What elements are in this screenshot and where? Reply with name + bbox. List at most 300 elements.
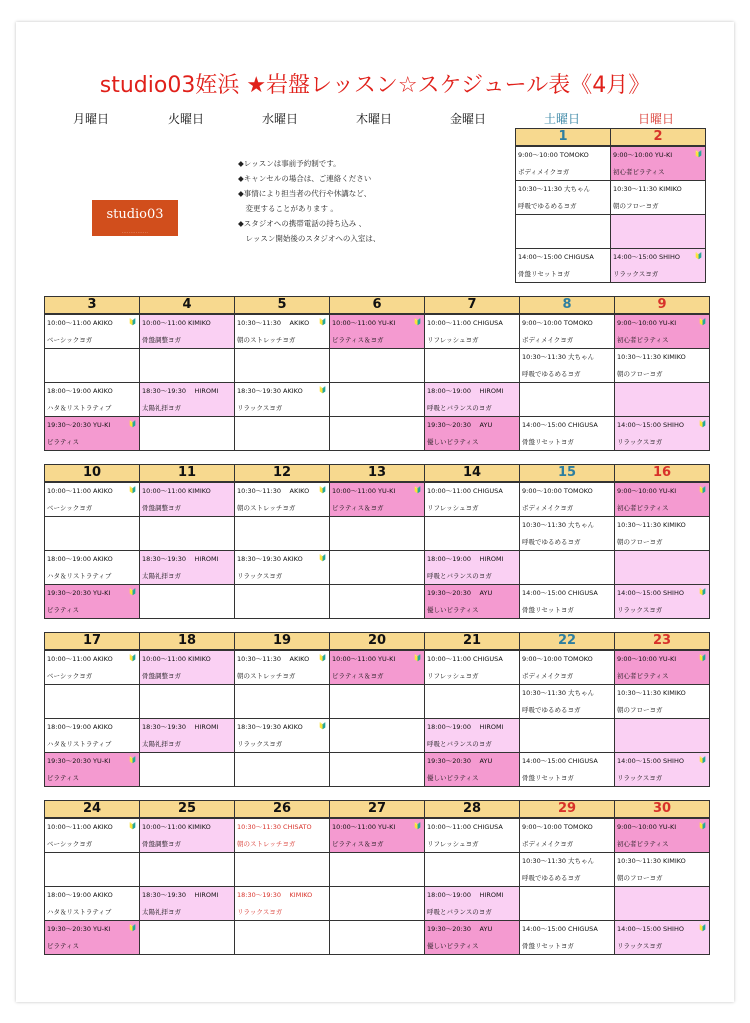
lesson-name: 優しいピラティス	[427, 774, 479, 782]
lesson-slot	[615, 818, 710, 853]
date-header: 6	[330, 297, 425, 315]
lesson-name: ボディメイクヨガ	[522, 672, 574, 680]
lesson-slot	[235, 314, 330, 349]
lesson-slot	[520, 853, 615, 887]
lesson-time-instructor: 10:00〜11:00 KIMIKO	[142, 823, 211, 831]
lesson-name: 太陽礼拝ヨガ	[142, 404, 181, 412]
lesson-name: 初心者ピラティス	[617, 672, 669, 680]
lesson-slot	[520, 314, 615, 349]
date-header: 18	[140, 633, 235, 651]
lesson-name: 優しいピラティス	[427, 606, 479, 614]
lesson-time-instructor: 18:30〜19:30 AKIKO	[237, 555, 303, 563]
lesson-slot	[235, 887, 330, 921]
lesson-name: 骨盤リセットヨガ	[522, 942, 574, 950]
lesson-slot	[45, 585, 140, 619]
lesson-slot	[330, 818, 425, 853]
empty-slot	[235, 585, 330, 619]
lesson-slot	[235, 551, 330, 585]
lesson-slot	[611, 249, 706, 283]
weekday-wed: 水曜日	[261, 112, 298, 126]
lesson-time-instructor: 9:00〜10:00 TOMOKO	[522, 487, 593, 495]
date-header: 15	[520, 465, 615, 483]
beginner-mark-icon: 🔰	[128, 654, 137, 662]
lesson-name: 呼吸とバランスのヨガ	[427, 740, 492, 748]
date-header: 2	[611, 129, 706, 147]
lesson-time-instructor: 19:30〜20:30 YU-KI	[47, 589, 111, 597]
lesson-slot	[520, 482, 615, 517]
date-header: 16	[615, 465, 710, 483]
lesson-time-instructor: 10:00〜11:00 YU-KI	[332, 655, 396, 663]
lesson-name: リラックスヨガ	[617, 774, 663, 782]
empty-slot	[516, 215, 611, 249]
empty-slot	[235, 753, 330, 787]
lesson-slot	[45, 719, 140, 753]
beginner-mark-icon: 🔰	[698, 318, 707, 326]
lesson-name: 骨盤調整ヨガ	[142, 672, 181, 680]
empty-slot	[330, 417, 425, 451]
empty-slot	[615, 551, 710, 585]
empty-slot	[140, 417, 235, 451]
empty-slot	[45, 685, 140, 719]
lesson-slot	[520, 753, 615, 787]
lesson-time-instructor: 14:00〜15:00 SHIHO	[613, 253, 680, 261]
lesson-name: 初心者ピラティス	[613, 168, 665, 176]
lesson-time-instructor: 18:00〜19:00 AKIKO	[47, 723, 113, 731]
lesson-time-instructor: 10:30〜11:30 大ちゃん	[518, 185, 591, 193]
lesson-slot	[45, 650, 140, 685]
lesson-name: ピラティス＆ヨガ	[332, 840, 384, 848]
lesson-slot	[330, 482, 425, 517]
beginner-mark-icon: 🔰	[128, 420, 137, 428]
date-header: 27	[330, 801, 425, 819]
empty-slot	[140, 753, 235, 787]
lesson-slot	[45, 818, 140, 853]
empty-slot	[520, 383, 615, 417]
lesson-slot	[140, 650, 235, 685]
empty-slot	[330, 719, 425, 753]
empty-slot	[330, 887, 425, 921]
lesson-name: 朝のフローヨガ	[617, 874, 663, 882]
weekday-sun: 日曜日	[637, 112, 674, 126]
lesson-slot	[425, 551, 520, 585]
lesson-time-instructor: 10:30〜11:30 大ちゃん	[522, 857, 595, 865]
lesson-slot	[520, 517, 615, 551]
week-3-table	[44, 464, 710, 619]
lesson-slot	[615, 650, 710, 685]
lesson-time-instructor: 18:00〜19:00 AKIKO	[47, 891, 113, 899]
lesson-slot	[45, 417, 140, 451]
studio-logo	[92, 200, 178, 236]
weekday-thu: 木曜日	[355, 112, 392, 126]
lesson-slot	[425, 383, 520, 417]
lesson-name: ベーシックヨガ	[47, 840, 93, 848]
empty-slot	[140, 517, 235, 551]
empty-slot	[140, 685, 235, 719]
lesson-name: 呼吸でゆるめるヨガ	[522, 874, 581, 882]
date-header: 22	[520, 633, 615, 651]
lesson-time-instructor: 9:00〜10:00 YU-KI	[617, 319, 677, 327]
lesson-name: 骨盤調整ヨガ	[142, 504, 181, 512]
lesson-slot	[615, 417, 710, 451]
lesson-slot	[425, 719, 520, 753]
lesson-time-instructor: 10:00〜11:00 CHIGUSA	[427, 655, 503, 663]
lesson-time-instructor: 18:30〜19:30 HIROMI	[142, 387, 219, 395]
lesson-slot	[140, 551, 235, 585]
lesson-time-instructor: 9:00〜10:00 YU-KI	[613, 151, 673, 159]
lesson-time-instructor: 9:00〜10:00 TOMOKO	[522, 823, 593, 831]
week-5-table	[44, 800, 710, 955]
lesson-slot	[425, 818, 520, 853]
lesson-time-instructor: 10:00〜11:00 CHIGUSA	[427, 319, 503, 327]
lesson-time-instructor: 14:00〜15:00 CHIGUSA	[522, 589, 598, 597]
lesson-time-instructor: 10:30〜11:30 大ちゃん	[522, 353, 595, 361]
lesson-name: ハタ＆リストラティブ	[47, 908, 112, 916]
empty-slot	[330, 921, 425, 955]
lesson-name: 朝のフローヨガ	[617, 706, 663, 714]
beginner-mark-icon: 🔰	[128, 822, 137, 830]
empty-slot	[520, 551, 615, 585]
lesson-time-instructor: 14:00〜15:00 SHIHO	[617, 589, 684, 597]
lesson-time-instructor: 14:00〜15:00 SHIHO	[617, 421, 684, 429]
lesson-name: 骨盤リセットヨガ	[522, 606, 574, 614]
lesson-time-instructor: 10:00〜11:00 CHIGUSA	[427, 487, 503, 495]
lesson-name: リフレッシュヨガ	[427, 840, 479, 848]
date-header: 28	[425, 801, 520, 819]
lesson-name: 骨盤調整ヨガ	[142, 336, 181, 344]
beginner-mark-icon: 🔰	[128, 756, 137, 764]
lesson-name: ベーシックヨガ	[47, 504, 93, 512]
beginner-mark-icon: 🔰	[413, 654, 422, 662]
lesson-slot	[520, 818, 615, 853]
lesson-slot	[520, 585, 615, 619]
lesson-slot	[425, 417, 520, 451]
lesson-time-instructor: 10:30〜11:30 AKIKO	[237, 487, 310, 495]
lesson-slot	[235, 482, 330, 517]
lesson-time-instructor: 9:00〜10:00 TOMOKO	[522, 655, 593, 663]
lesson-time-instructor: 18:30〜19:30 HIROMI	[142, 891, 219, 899]
notice-item: ◆事情により担当者の代行や休講など、	[238, 189, 372, 198]
lesson-time-instructor: 10:00〜11:00 YU-KI	[332, 487, 396, 495]
lesson-name: 骨盤リセットヨガ	[522, 774, 574, 782]
date-header: 14	[425, 465, 520, 483]
empty-slot	[140, 585, 235, 619]
empty-slot	[330, 551, 425, 585]
lesson-slot	[615, 753, 710, 787]
lesson-name: リフレッシュヨガ	[427, 504, 479, 512]
lesson-name: リフレッシュヨガ	[427, 336, 479, 344]
lesson-name: 太陽礼拝ヨガ	[142, 740, 181, 748]
lesson-time-instructor: 14:00〜15:00 CHIGUSA	[522, 925, 598, 933]
lesson-name: 呼吸でゆるめるヨガ	[522, 370, 581, 378]
date-header: 19	[235, 633, 330, 651]
empty-slot	[140, 921, 235, 955]
empty-slot	[611, 215, 706, 249]
weekday-fri: 金曜日	[449, 112, 486, 126]
date-header: 13	[330, 465, 425, 483]
lesson-slot	[235, 719, 330, 753]
lesson-time-instructor: 10:00〜11:00 CHIGUSA	[427, 823, 503, 831]
empty-slot	[425, 349, 520, 383]
empty-slot	[615, 887, 710, 921]
lesson-slot	[235, 383, 330, 417]
date-header: 11	[140, 465, 235, 483]
beginner-mark-icon: 🔰	[413, 822, 422, 830]
lesson-slot	[140, 383, 235, 417]
lesson-name: 優しいピラティス	[427, 438, 479, 446]
lesson-time-instructor: 10:30〜11:30 KIMIKO	[617, 689, 686, 697]
lesson-name: ピラティス＆ヨガ	[332, 504, 384, 512]
lesson-slot	[425, 921, 520, 955]
lesson-slot	[425, 314, 520, 349]
logo-text: studio03	[106, 207, 164, 222]
notice-item: 変更することがあります 。	[238, 204, 338, 213]
date-header: 23	[615, 633, 710, 651]
date-header: 30	[615, 801, 710, 819]
lesson-time-instructor: 18:30〜19:30 HIROMI	[142, 555, 219, 563]
lesson-slot	[425, 650, 520, 685]
lesson-time-instructor: 10:30〜11:30 KIMIKO	[613, 185, 682, 193]
lesson-time-instructor: 18:30〜19:30 AKIKO	[237, 723, 303, 731]
notice-item: ◆レッスンは事前予約制です。	[238, 159, 341, 168]
lesson-slot	[520, 685, 615, 719]
empty-slot	[330, 517, 425, 551]
lesson-slot	[520, 921, 615, 955]
date-header: 21	[425, 633, 520, 651]
beginner-mark-icon: 🔰	[694, 150, 703, 158]
weekday-mon: 月曜日	[72, 112, 109, 126]
beginner-mark-icon: 🔰	[698, 486, 707, 494]
lesson-name: ピラティス＆ヨガ	[332, 672, 384, 680]
empty-slot	[330, 349, 425, 383]
lesson-time-instructor: 14:00〜15:00 SHIHO	[617, 925, 684, 933]
lesson-name: 呼吸とバランスのヨガ	[427, 404, 492, 412]
empty-slot	[235, 921, 330, 955]
beginner-mark-icon: 🔰	[318, 554, 327, 562]
lesson-slot	[45, 482, 140, 517]
lesson-name: 初心者ピラティス	[617, 840, 669, 848]
empty-slot	[520, 719, 615, 753]
lesson-name: ボディメイクヨガ	[522, 504, 574, 512]
lesson-name: リラックスヨガ	[617, 438, 663, 446]
beginner-mark-icon: 🔰	[698, 420, 707, 428]
notice-item: ◆スタジオへの携帯電話の持ち込み 、	[238, 219, 367, 228]
empty-slot	[330, 853, 425, 887]
lesson-name: ボディメイクヨガ	[518, 168, 570, 176]
lesson-time-instructor: 9:00〜10:00 TOMOKO	[518, 151, 589, 159]
date-header: 5	[235, 297, 330, 315]
empty-slot	[520, 887, 615, 921]
lesson-time-instructor: 9:00〜10:00 YU-KI	[617, 823, 677, 831]
lesson-name: ベーシックヨガ	[47, 336, 93, 344]
lesson-slot	[330, 314, 425, 349]
lesson-time-instructor: 10:30〜11:30 大ちゃん	[522, 521, 595, 529]
lesson-time-instructor: 18:30〜19:30 KIMIKO	[237, 891, 313, 899]
lesson-name: リラックスヨガ	[237, 572, 283, 580]
lesson-name: ピラティス	[47, 606, 79, 614]
date-header: 8	[520, 297, 615, 315]
lesson-time-instructor: 18:00〜19:00 HIROMI	[427, 891, 504, 899]
lesson-time-instructor: 10:00〜11:00 AKIKO	[47, 823, 113, 831]
lesson-slot	[140, 818, 235, 853]
lesson-slot	[140, 482, 235, 517]
lesson-time-instructor: 10:00〜11:00 KIMIKO	[142, 487, 211, 495]
empty-slot	[235, 349, 330, 383]
lesson-slot	[520, 417, 615, 451]
beginner-mark-icon: 🔰	[694, 252, 703, 260]
lesson-name: 骨盤リセットヨガ	[522, 438, 574, 446]
beginner-mark-icon: 🔰	[318, 486, 327, 494]
beginner-mark-icon: 🔰	[318, 654, 327, 662]
lesson-time-instructor: 10:00〜11:00 AKIKO	[47, 487, 113, 495]
lesson-time-instructor: 14:00〜15:00 CHIGUSA	[518, 253, 594, 261]
lesson-slot	[615, 585, 710, 619]
lesson-slot	[615, 482, 710, 517]
empty-slot	[425, 853, 520, 887]
empty-slot	[425, 517, 520, 551]
beginner-mark-icon: 🔰	[128, 924, 137, 932]
lesson-slot	[615, 517, 710, 551]
lesson-time-instructor: 14:00〜15:00 SHIHO	[617, 757, 684, 765]
lesson-time-instructor: 9:00〜10:00 YU-KI	[617, 487, 677, 495]
lesson-name: 朝のフローヨガ	[617, 370, 663, 378]
lesson-slot	[425, 482, 520, 517]
lesson-slot	[45, 753, 140, 787]
lesson-name: 朝のストレッチヨガ	[237, 504, 296, 512]
date-header: 25	[140, 801, 235, 819]
empty-slot	[330, 383, 425, 417]
lesson-name: 呼吸でゆるめるヨガ	[518, 202, 577, 210]
lesson-name: 朝のストレッチヨガ	[237, 336, 296, 344]
lesson-time-instructor: 14:00〜15:00 CHIGUSA	[522, 421, 598, 429]
lesson-slot	[425, 753, 520, 787]
beginner-mark-icon: 🔰	[318, 386, 327, 394]
notice-item: ◆キャンセルの場合は、ご連絡ください	[238, 174, 372, 183]
beginner-mark-icon: 🔰	[413, 486, 422, 494]
lesson-name: ボディメイクヨガ	[522, 336, 574, 344]
date-header: 4	[140, 297, 235, 315]
beginner-mark-icon: 🔰	[698, 588, 707, 596]
lesson-time-instructor: 10:00〜11:00 AKIKO	[47, 655, 113, 663]
lesson-time-instructor: 19:30〜20:30 AYU	[427, 925, 493, 933]
lesson-time-instructor: 18:00〜19:00 AKIKO	[47, 387, 113, 395]
lesson-name: リラックスヨガ	[237, 908, 283, 916]
lesson-time-instructor: 10:00〜11:00 KIMIKO	[142, 655, 211, 663]
lesson-name: 初心者ピラティス	[617, 336, 669, 344]
lesson-name: ベーシックヨガ	[47, 672, 93, 680]
lesson-name: ハタ＆リストラティブ	[47, 572, 112, 580]
week-2-table	[44, 296, 710, 451]
lesson-slot	[520, 349, 615, 383]
lesson-slot	[615, 921, 710, 955]
lesson-slot	[520, 650, 615, 685]
page-title: studio03姪浜 ★岩盤レッスン☆スケジュール表《4月》	[99, 73, 651, 98]
lesson-time-instructor: 10:30〜11:30 KIMIKO	[617, 353, 686, 361]
lesson-slot	[45, 314, 140, 349]
lesson-time-instructor: 10:30〜11:30 KIMIKO	[617, 521, 686, 529]
lesson-slot	[425, 887, 520, 921]
lesson-slot	[516, 249, 611, 283]
beginner-mark-icon: 🔰	[128, 588, 137, 596]
lesson-slot	[615, 314, 710, 349]
date-header: 26	[235, 801, 330, 819]
lesson-name: 優しいピラティス	[427, 942, 479, 950]
lesson-time-instructor: 18:30〜19:30 HIROMI	[142, 723, 219, 731]
lesson-slot	[45, 383, 140, 417]
beginner-mark-icon: 🔰	[128, 318, 137, 326]
lesson-slot	[330, 650, 425, 685]
lesson-name: リラックスヨガ	[613, 270, 659, 278]
lesson-time-instructor: 19:30〜20:30 AYU	[427, 757, 493, 765]
week-1-table	[515, 128, 706, 283]
lesson-name: 朝のフローヨガ	[617, 538, 663, 546]
lesson-name: ピラティス	[47, 774, 79, 782]
lesson-time-instructor: 10:00〜11:00 KIMIKO	[142, 319, 211, 327]
date-header: 12	[235, 465, 330, 483]
lesson-name: ハタ＆リストラティブ	[47, 740, 112, 748]
empty-slot	[330, 753, 425, 787]
lesson-slot	[611, 146, 706, 181]
empty-slot	[140, 853, 235, 887]
beginner-mark-icon: 🔰	[413, 318, 422, 326]
date-header: 24	[45, 801, 140, 819]
lesson-slot	[516, 146, 611, 181]
lesson-name: 骨盤調整ヨガ	[142, 840, 181, 848]
beginner-mark-icon: 🔰	[128, 486, 137, 494]
beginner-mark-icon: 🔰	[698, 822, 707, 830]
lesson-name: 骨盤リセットヨガ	[518, 270, 570, 278]
date-header: 1	[516, 129, 611, 147]
lesson-name: 呼吸でゆるめるヨガ	[522, 706, 581, 714]
empty-slot	[45, 517, 140, 551]
date-header: 29	[520, 801, 615, 819]
logo-subtext: ...............	[121, 229, 149, 234]
empty-slot	[235, 417, 330, 451]
lesson-slot	[516, 181, 611, 215]
lesson-time-instructor: 18:30〜19:30 AKIKO	[237, 387, 303, 395]
lesson-slot	[611, 181, 706, 215]
lesson-name: 朝のストレッチヨガ	[237, 840, 296, 848]
date-header: 17	[45, 633, 140, 651]
beginner-mark-icon: 🔰	[698, 654, 707, 662]
lesson-time-instructor: 10:30〜11:30 AKIKO	[237, 319, 310, 327]
empty-slot	[235, 685, 330, 719]
lesson-name: 太陽礼拝ヨガ	[142, 572, 181, 580]
lesson-name: 呼吸とバランスのヨガ	[427, 572, 492, 580]
empty-slot	[330, 685, 425, 719]
lesson-time-instructor: 9:00〜10:00 YU-KI	[617, 655, 677, 663]
lesson-time-instructor: 19:30〜20:30 YU-KI	[47, 421, 111, 429]
beginner-mark-icon: 🔰	[318, 722, 327, 730]
lesson-time-instructor: 10:00〜11:00 AKIKO	[47, 319, 113, 327]
week-4-table	[44, 632, 710, 787]
lesson-slot	[140, 887, 235, 921]
lesson-time-instructor: 19:30〜20:30 AYU	[427, 421, 493, 429]
lesson-name: ボディメイクヨガ	[522, 840, 574, 848]
lesson-name: 太陽礼拝ヨガ	[142, 908, 181, 916]
lesson-time-instructor: 10:30〜11:30 大ちゃん	[522, 689, 595, 697]
empty-slot	[425, 685, 520, 719]
lesson-time-instructor: 14:00〜15:00 CHIGUSA	[522, 757, 598, 765]
lesson-slot	[235, 650, 330, 685]
weekday-sat: 土曜日	[543, 112, 580, 126]
empty-slot	[235, 853, 330, 887]
date-header: 7	[425, 297, 520, 315]
lesson-name: 初心者ピラティス	[617, 504, 669, 512]
weekday-tue: 火曜日	[167, 112, 204, 126]
lesson-slot	[235, 818, 330, 853]
lesson-time-instructor: 18:00〜19:00 HIROMI	[427, 723, 504, 731]
lesson-name: ピラティス	[47, 942, 79, 950]
